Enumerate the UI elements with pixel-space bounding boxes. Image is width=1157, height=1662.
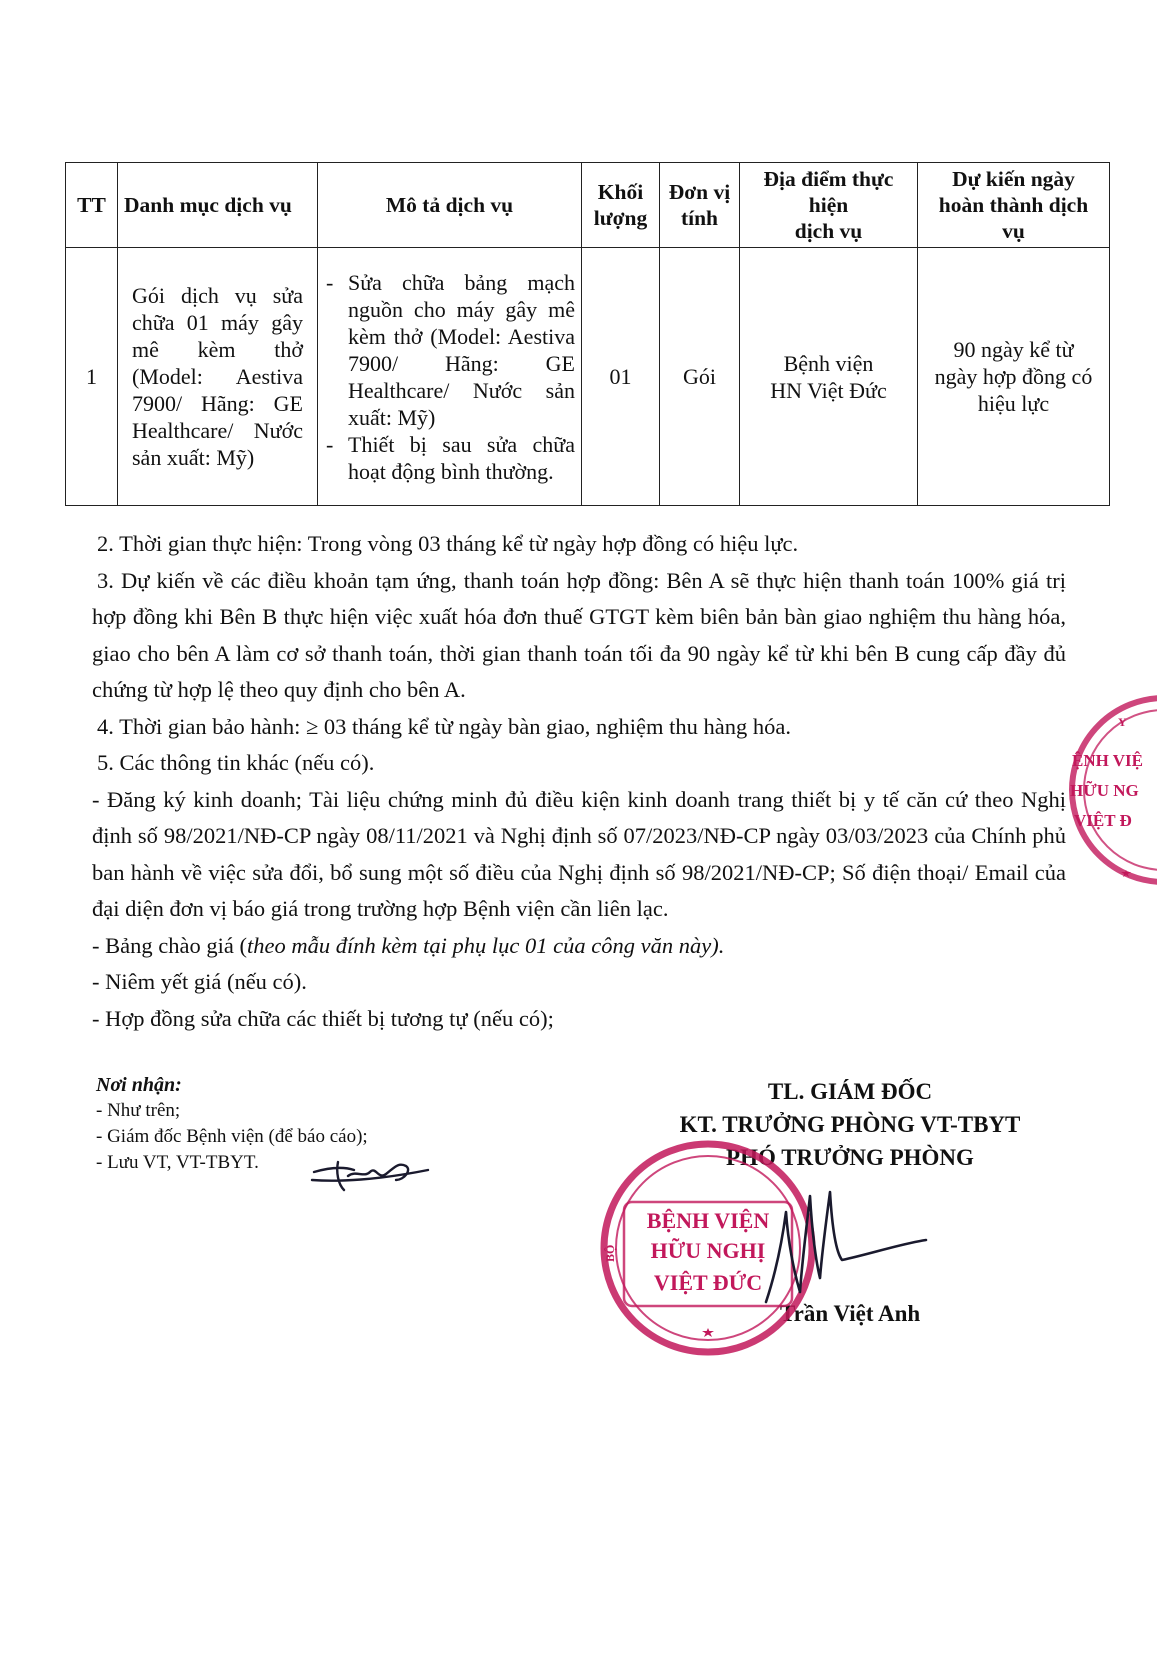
header-tt: TT [66, 163, 118, 248]
table-row [66, 248, 1110, 506]
stamp-side-glyph: BỘ [603, 1244, 617, 1262]
header-completion [918, 163, 1110, 248]
quotation-prefix: - Bảng chào giá ( [92, 932, 247, 958]
header-unit [660, 163, 740, 248]
paragraph-warranty: 4. Thời gian bảo hành: ≥ 03 tháng kể từ ngày bàn giao, nghiệm thu hàng hóa. [97, 713, 792, 739]
side-stamp-line3: VIỆT Đ [1074, 811, 1132, 830]
stamp-star-icon [702, 1328, 714, 1337]
header-location-line1: Địa điểm thực [763, 167, 894, 191]
header-completion-line3: vụ [1002, 219, 1025, 243]
paragraph-quotation [92, 928, 1066, 965]
header-description: Mô tả dịch vụ [318, 163, 582, 248]
signer-line3: PHÓ TRƯỞNG PHÒNG [726, 1145, 974, 1170]
signer-name: Trần Việt Anh [780, 1301, 921, 1326]
recipient-item: - Lưu VT, VT-TBYT. [96, 1152, 259, 1173]
header-quantity-line1: Khối [597, 180, 644, 204]
header-location-line3: dịch vụ [794, 219, 863, 243]
quotation-italic: theo mẫu đính kèm tại phụ lục 01 của công văn này). [246, 932, 725, 958]
side-stamp [1064, 690, 1157, 890]
table-header-row [66, 163, 1110, 248]
paragraph-execution-time: 2. Thời gian thực hiện: Trong vòng 03 tháng kể từ ngày hợp đồng có hiệu lực. [97, 531, 799, 556]
header-unit-line1: Đơn vị [668, 180, 731, 204]
cell-location [740, 248, 918, 506]
initials-signature [308, 1150, 438, 1200]
stamp-line3: VIỆT ĐỨC [653, 1270, 763, 1295]
cell-completion: 90 ngày kể từ ngày hợp đồng có hiệu lực [918, 248, 1110, 506]
signer-line1: TL. GIÁM ĐỐC [767, 1079, 933, 1104]
cell-description [318, 248, 582, 506]
header-quantity [582, 163, 660, 248]
recipient-item: - Giám đốc Bệnh viện (để báo cáo); [96, 1126, 368, 1147]
header-completion-line2: hoàn thành dịch [938, 193, 1089, 217]
recipients-title: Nơi nhận: [96, 1074, 182, 1096]
service-table [65, 162, 1110, 506]
side-stamp-line2: HỮU NG [1070, 781, 1139, 800]
cell-location-line1: Bệnh viện [783, 350, 874, 376]
description-item: - Sửa chữa bảng mạch nguồn cho máy gây mê kèm thở (Model: Aestiva 7900/ Hãng: GE Healthcare/ Nước sản xuất: Mỹ) [324, 269, 575, 431]
signer-line2: KT. TRƯỞNG PHÒNG VT-TBYT [679, 1112, 1021, 1137]
stamp-line1: BỆNH VIỆN [646, 1208, 770, 1233]
header-unit-line2: tính [680, 206, 719, 230]
header-completion-line1: Dự kiến ngày [952, 167, 1075, 191]
header-location [740, 163, 918, 248]
description-item: - Thiết bị sau sửa chữa hoạt động bình thường. [324, 431, 575, 485]
cell-location-line2: HN Việt Đức [770, 377, 887, 403]
paragraph-similar-contracts: - Hợp đồng sửa chữa các thiết bị tương tự (nếu có); [92, 1005, 554, 1031]
description-list [324, 269, 575, 485]
paragraph-payment-terms: 3. Dự kiến về các điều khoản tạm ứng, thanh toán hợp đồng: Bên A sẽ thực hiện thanh toán 100% giá trị hợp đồng khi Bên B thực hiện việc xuất hóa đơn thuế GTGT kèm biên bản bàn giao nghiệm thu hàng hóa, giao cho bên A làm cơ sở thanh toán, thời gian thanh toán tối đa 90 ngày kể từ khi bên B cung cấp đầy đủ chứng từ hợp lệ theo quy định cho bên A. [92, 567, 1066, 702]
recipient-item: - Như trên; [96, 1100, 181, 1121]
header-category: Danh mục dịch vụ [118, 163, 318, 248]
header-quantity-line2: lượng [593, 206, 648, 230]
body-text [92, 526, 1066, 1037]
side-stamp-line1: ỆNH VIỆ [1072, 751, 1144, 770]
side-stamp-top-glyph: Y [1118, 715, 1127, 729]
stamp-line2: HỮU NGHỊ [650, 1238, 766, 1263]
cell-quantity: 01 [582, 248, 660, 506]
header-location-line2: hiện [808, 193, 849, 217]
signer-signature [760, 1182, 930, 1312]
cell-tt: 1 [66, 248, 118, 506]
cell-unit: Gói [660, 248, 740, 506]
paragraph-price-listing: - Niêm yết giá (nếu có). [92, 969, 307, 994]
paragraph-business-registration: - Đăng ký kinh doanh; Tài liệu chứng minh đủ điều kiện kinh doanh trang thiết bị y tế căn cứ theo Nghị định số 98/2021/NĐ-CP ngày 08/11/2021 và Nghị định số 07/2023/NĐ-CP ngày 03/03/2023 của Chính phủ ban hành về việc sửa đổi, bổ sung một số điều của Nghị định số 98/2021/NĐ-CP; Số điện thoại/ Email của đại diện đơn vị báo giá trong trường hợp Bệnh viện cần liên lạc. [92, 786, 1066, 921]
paragraph-other-info: 5. Các thông tin khác (nếu có). [97, 750, 375, 775]
cell-category: Gói dịch vụ sửa chữa 01 máy gây mê kèm thở (Model: Aestiva 7900/ Hãng: GE Healthcare/ Nước sản xuất: Mỹ) [118, 248, 318, 506]
